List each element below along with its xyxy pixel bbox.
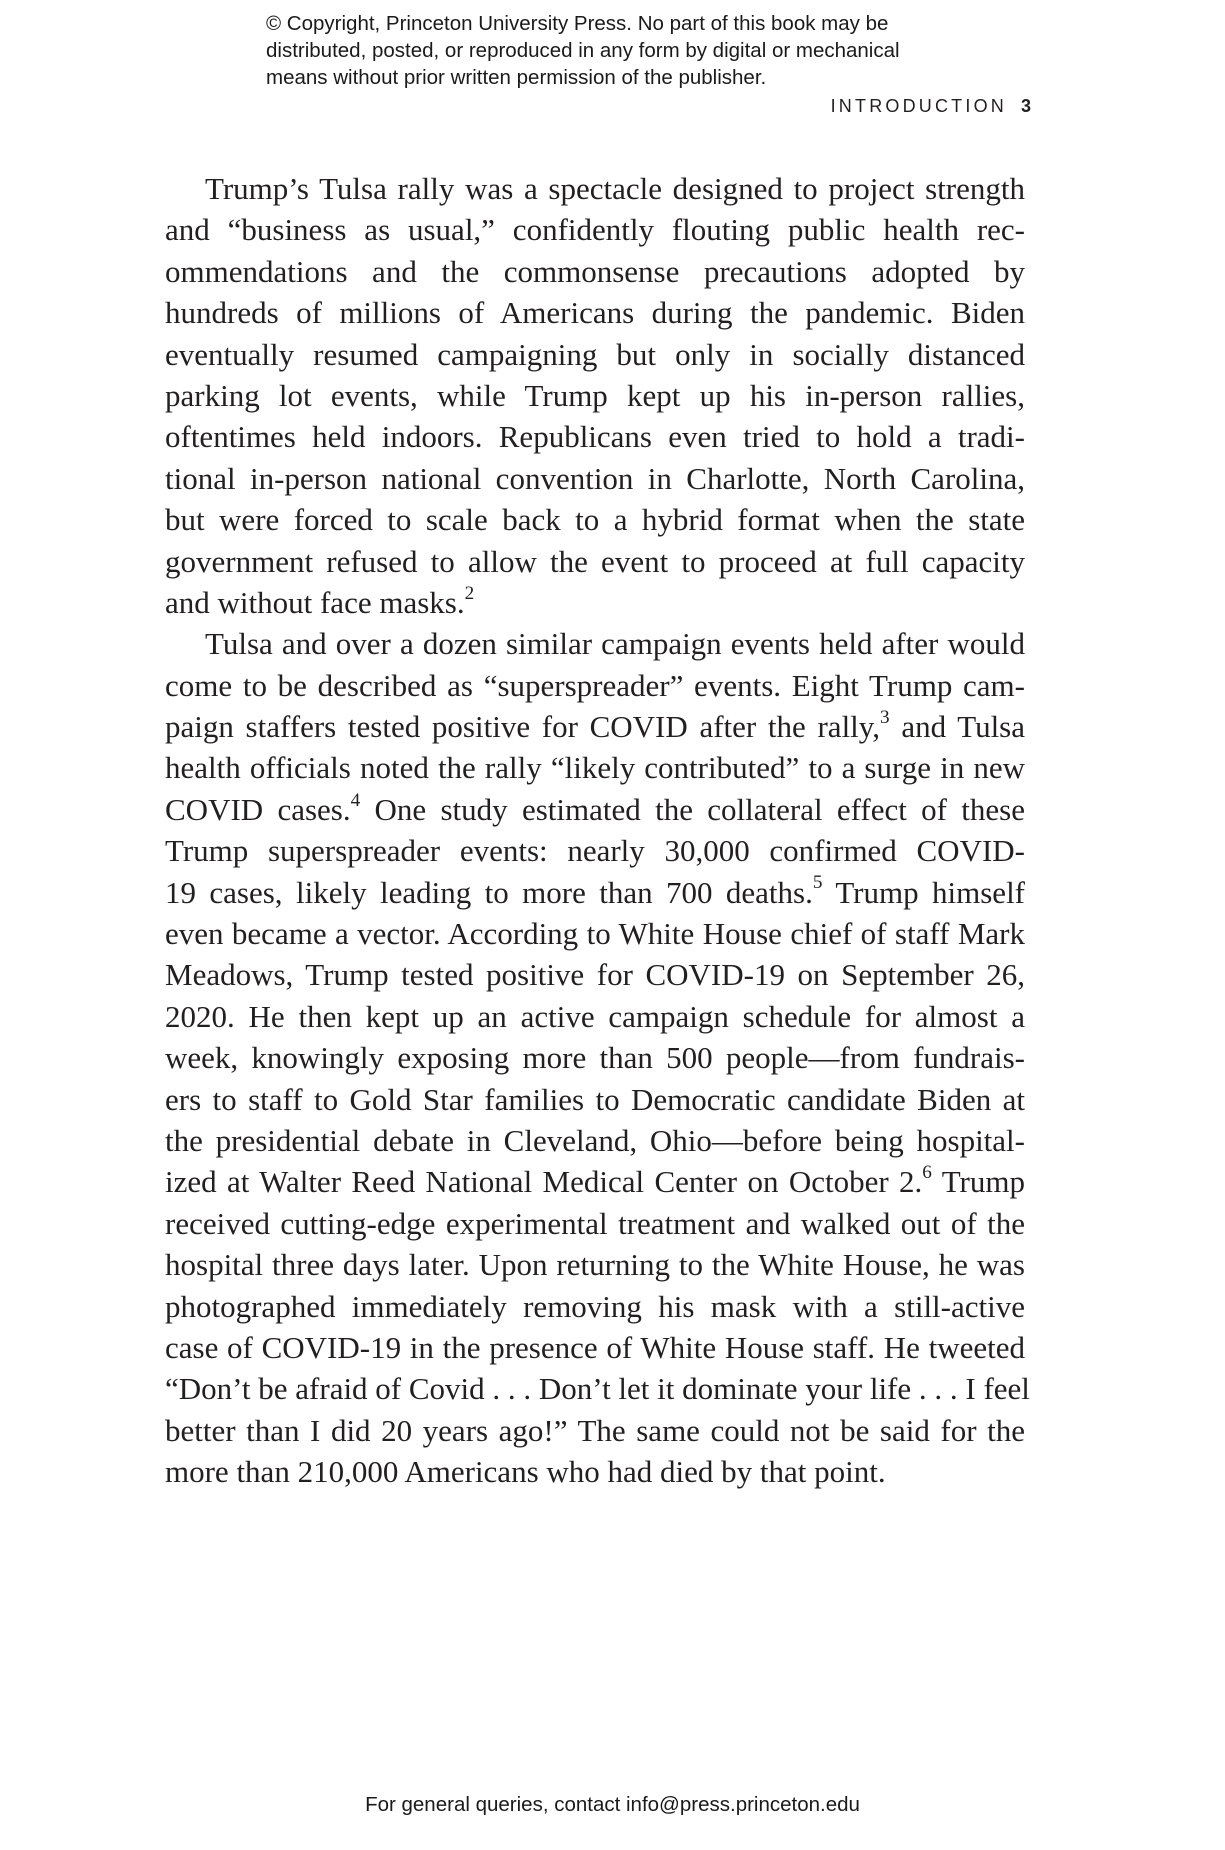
- line-text: Trump himself: [822, 874, 1026, 910]
- line-text: paign staffers tested positive for COVID after the rally,: [165, 709, 881, 745]
- section-title: INTRODUCTION: [830, 96, 1007, 116]
- footnote-marker: 6: [922, 1162, 932, 1184]
- text-line: but were forced to scale back to a hybrid format when the state: [165, 502, 1025, 538]
- text-line: hospital three days later. Upon returning to the White House, he was: [165, 1247, 1025, 1283]
- text-line: [165, 1161, 1025, 1202]
- line-text: and Tulsa: [889, 709, 1026, 745]
- copyright-line: distributed, posted, or reproduced in any form by digital or mechanical: [266, 39, 900, 62]
- line-text: Trump: [931, 1164, 1025, 1200]
- text-line: hundreds of millions of Americans during the pandemic. Biden: [165, 295, 1025, 331]
- text-line: [165, 872, 1025, 913]
- text-line: 2020. He then kept up an active campaign schedule for almost a: [165, 998, 1025, 1034]
- text-line: “Don’t be afraid of Covid . . . Don’t let it dominate your life . . . I feel: [165, 1371, 1030, 1407]
- paragraph: [165, 623, 1030, 1492]
- text-line: [165, 706, 1025, 747]
- text-line: even became a vector. According to White House chief of staff Mark: [165, 916, 1025, 952]
- line-text: ized at Walter Reed National Medical Center on October 2.: [165, 1164, 923, 1200]
- footer-contact: For general queries, contact info@press.princeton.edu: [365, 1793, 860, 1816]
- text-line: oftentimes held indoors. Republicans even tried to hold a tradi-: [165, 419, 1025, 455]
- paragraph: [165, 168, 1025, 623]
- text-line: Meadows, Trump tested positive for COVID-19 on September 26,: [165, 957, 1025, 993]
- text-line: received cutting-edge experimental treatment and walked out of the: [165, 1205, 1025, 1241]
- text-line: come to be described as “superspreader” events. Eight Trump cam-: [165, 667, 1025, 703]
- copyright-line: means without prior written permission of the publisher.: [266, 66, 767, 89]
- text-line: better than I did 20 years ago!” The same could not be said for the: [165, 1412, 1025, 1448]
- text-line: case of COVID-19 in the presence of White House staff. He tweeted: [165, 1329, 1025, 1365]
- text-line: the presidential debate in Cleveland, Ohio—before being hospital-: [165, 1122, 1025, 1158]
- text-line: and “business as usual,” confidently flouting public health rec-: [165, 212, 1025, 248]
- line-text: One study estimated the collateral effect of these: [360, 791, 1025, 827]
- text-line: ommendations and the commonsense precautions adopted by: [165, 253, 1025, 289]
- footnote-marker: 5: [812, 872, 823, 894]
- text-line: government refused to allow the event to proceed at full capacity: [165, 543, 1025, 579]
- running-head: [831, 96, 1031, 117]
- copyright-line: © Copyright, Princeton University Press. No part of this book may be: [266, 12, 889, 35]
- text-line: photographed immediately removing his mask with a still-active: [165, 1288, 1025, 1324]
- text-line: Trump superspreader events: nearly 30,000 confirmed COVID-: [165, 833, 1025, 869]
- text-line: eventually resumed campaigning but only in socially distanced: [165, 336, 1025, 372]
- text-line: ers to staff to Gold Star families to Democratic candidate Biden at: [165, 1081, 1025, 1117]
- text-line: [165, 582, 1025, 623]
- footnote-marker: 3: [880, 706, 890, 728]
- text-line: parking lot events, while Trump kept up his in-person rallies,: [165, 377, 1025, 413]
- text-line: Trump’s Tulsa rally was a spectacle designed to project strength: [205, 171, 1025, 206]
- text-line: tional in-person national convention in Charlotte, North Carolina,: [165, 460, 1025, 496]
- text-line: [165, 789, 1025, 830]
- footnote-marker: 2: [464, 582, 475, 604]
- copyright-notice: [266, 10, 986, 91]
- text-line: week, knowingly exposing more than 500 people—from fundrais-: [165, 1040, 1025, 1076]
- line-text: and without face masks.: [165, 584, 465, 620]
- page-number: 3: [1020, 96, 1031, 116]
- text-line: more than 210,000 Americans who had died by that point.: [165, 1454, 886, 1490]
- line-text: 19 cases, likely leading to more than 700 deaths.: [165, 874, 813, 910]
- text-line: health officials noted the rally “likely contributed” to a surge in new: [165, 750, 1025, 786]
- line-text: COVID cases.: [165, 791, 351, 827]
- text-line: Tulsa and over a dozen similar campaign events held after would: [205, 626, 1025, 662]
- body-text: [165, 168, 1030, 1493]
- footnote-marker: 4: [350, 789, 361, 811]
